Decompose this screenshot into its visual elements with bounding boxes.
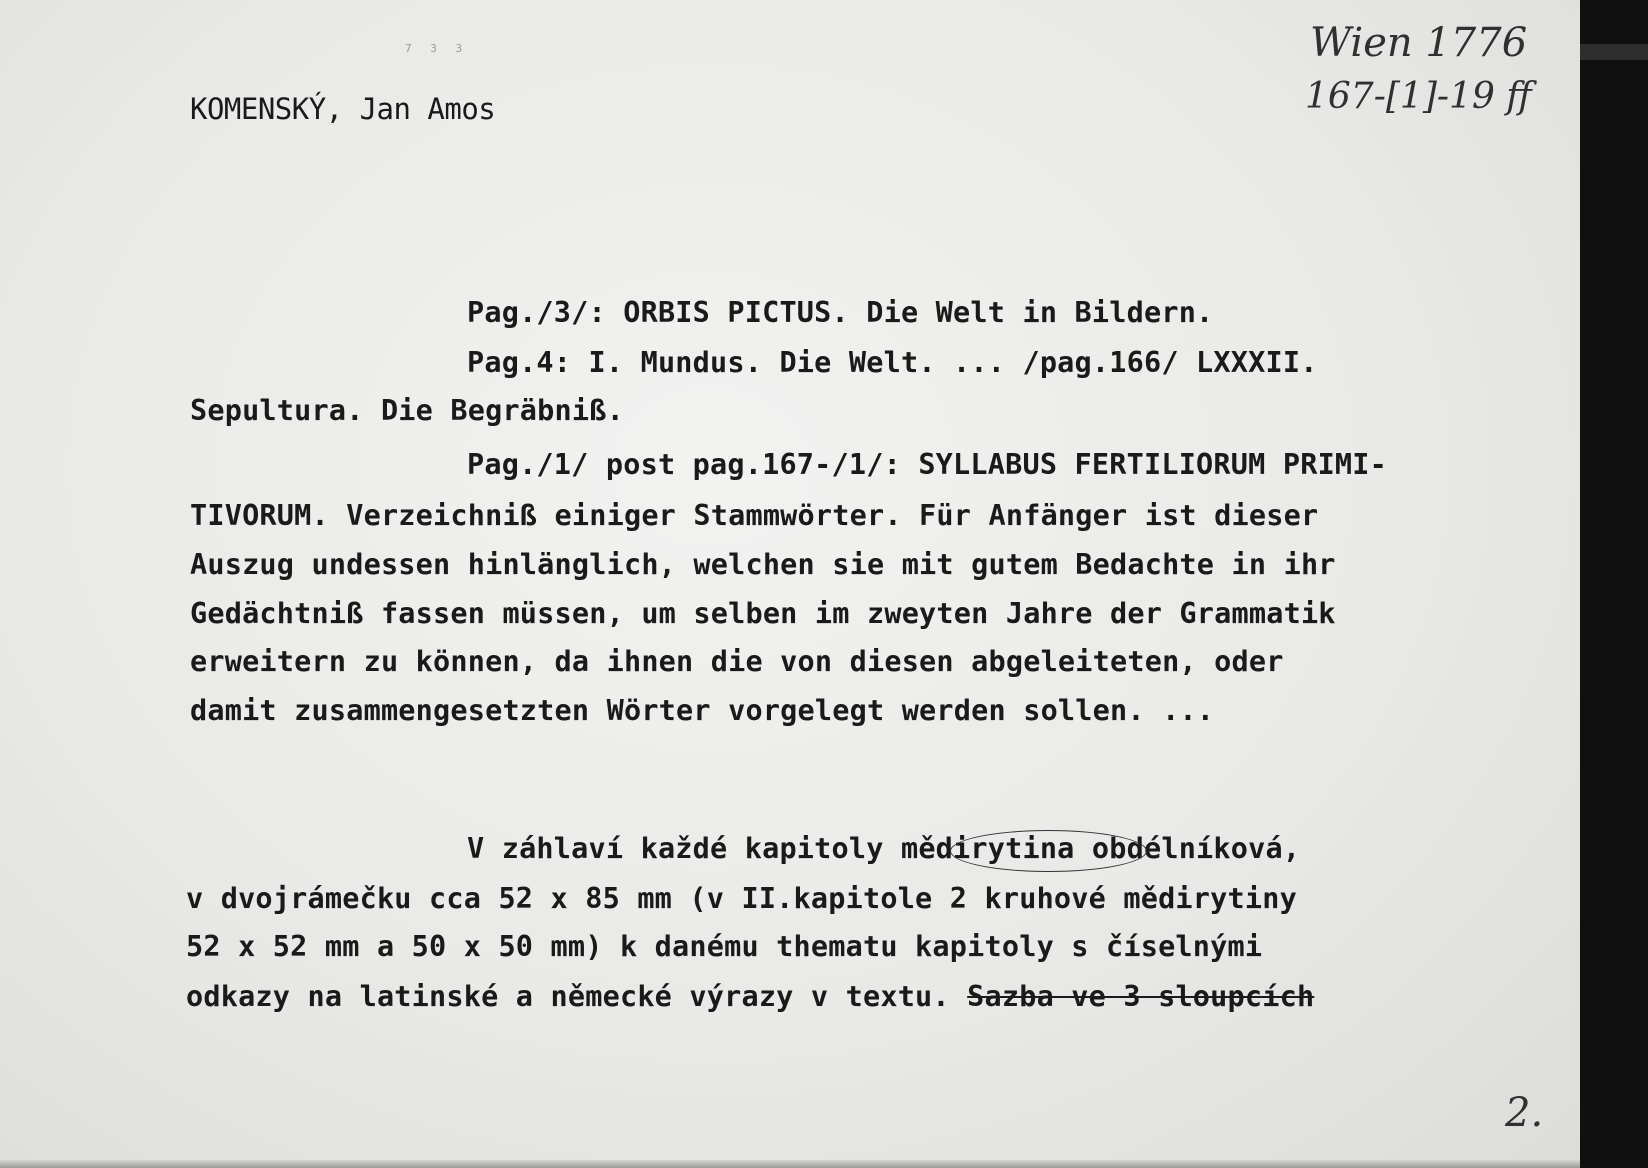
pencil-circle-mark (950, 830, 1147, 872)
description-line-4-text: odkazy na latinské a německé výrazy v textu. (186, 980, 950, 1013)
description-line-4 (186, 980, 1314, 1013)
handwritten-card-number: 2. (1505, 1090, 1544, 1136)
handwritten-pagination: 167-[1]-19 ff (1305, 76, 1532, 117)
text-line-3: Sepultura. Die Begräbniß. (190, 394, 624, 427)
text-line-7: Gedächtniß fassen müssen, um selben im zweyten Jahre der Grammatik (190, 597, 1336, 630)
faded-stamp-text: 7 3 3 (405, 42, 469, 55)
handwritten-city-year: Wien 1776 (1310, 20, 1528, 66)
card-bottom-edge (0, 1160, 1580, 1168)
description-line-2: v dvojrámečku cca 52 x 85 mm (v II.kapitole 2 kruhové mědirytiny (186, 882, 1297, 915)
text-line-5: TIVORUM. Verzeichniß einiger Stammwörter. Für Anfänger ist dieser (190, 499, 1319, 532)
description-line-1: V záhlaví každé kapitoly mědirytina obdélníková, (467, 832, 1301, 865)
struck-out-text: Sazba ve 3 sloupcích (967, 980, 1315, 1013)
text-line-4: Pag./1/ post pag.167-/1/: SYLLABUS FERTILIORUM PRIMI- (467, 448, 1387, 481)
description-line-3: 52 x 52 mm a 50 x 50 mm) k danému thematu kapitoly s číselnými (186, 930, 1263, 963)
author-heading: KOMENSKÝ, Jan Amos (190, 92, 496, 126)
text-line-8: erweitern zu können, da ihnen die von diesen abgeleiteten, oder (190, 645, 1284, 678)
text-line-2: Pag.4: I. Mundus. Die Welt. ... /pag.166/ LXXXII. (467, 346, 1318, 379)
text-line-6: Auszug undessen hinlänglich, welchen sie mit gutem Bedachte in ihr (190, 548, 1336, 581)
text-line-9: damit zusammengesetzten Wörter vorgelegt werden sollen. ... (190, 694, 1215, 727)
scan-border-notch (1580, 44, 1648, 60)
text-line-1: Pag./3/: ORBIS PICTUS. Die Welt in Bildern. (467, 296, 1214, 329)
scan-border (1580, 0, 1648, 1168)
